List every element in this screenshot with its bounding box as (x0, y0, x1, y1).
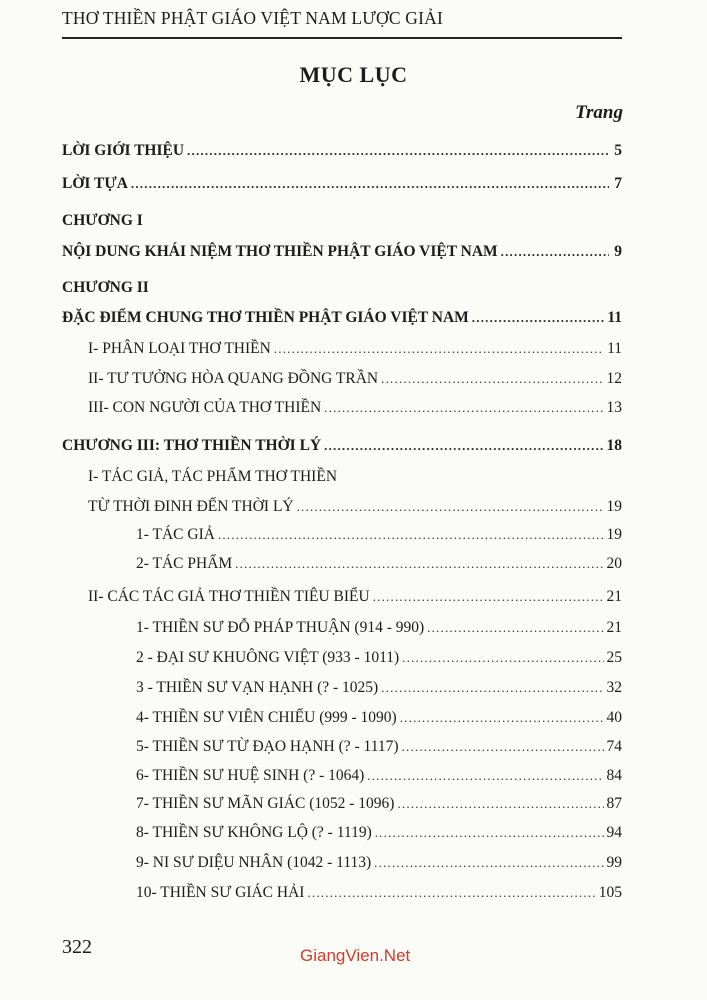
leader-dots (131, 173, 609, 195)
toc-entry-title: 5- THIỀN SƯ TỪ ĐẠO HẠNH (? - 1117) (136, 738, 399, 755)
leader-dots (402, 736, 604, 758)
leader-dots (367, 765, 603, 787)
toc-entry-page: 40 (606, 709, 622, 726)
toc-entry[interactable] (88, 368, 622, 390)
leader-dots (375, 822, 604, 844)
leader-dots (373, 586, 604, 608)
toc-entry-page: 13 (606, 399, 622, 416)
toc-entry[interactable] (62, 173, 622, 195)
toc-entry[interactable] (136, 553, 622, 575)
toc-entry[interactable] (136, 852, 622, 874)
toc-entry-title: I- PHÂN LOẠI THƠ THIỀN (88, 340, 271, 357)
toc-entry-title: LỜI GIỚI THIỆU (62, 142, 185, 159)
toc-entry-title: TỪ THỜI ĐINH ĐẾN THỜI LÝ (88, 498, 294, 515)
toc-entry-page: 12 (606, 370, 622, 387)
leader-dots (274, 338, 604, 360)
header-rule (62, 37, 622, 39)
toc-entry-title: ĐẶC ĐIỂM CHUNG THƠ THIỀN PHẬT GIÁO VIỆT NAM (62, 309, 469, 326)
toc-entry-page: 94 (606, 824, 622, 841)
toc-entry[interactable] (88, 397, 622, 419)
toc-entry-title: 1- THIỀN SƯ ĐỖ PHÁP THUẬN (914 - 990) (136, 619, 425, 636)
leader-dots (427, 617, 603, 639)
leader-dots (324, 435, 603, 457)
running-title: THƠ THIỀN PHẬT GIÁO VIỆT NAM LƯỢC GIẢI (62, 8, 444, 28)
toc-entry[interactable] (62, 140, 622, 162)
page-column-label: Trang (575, 102, 623, 123)
toc-entry-page: 5 (614, 142, 622, 159)
toc-entry-page: 18 (606, 437, 622, 454)
toc-entry-page: 99 (606, 854, 622, 871)
toc-entry[interactable] (88, 496, 622, 518)
toc-entry-page: 87 (606, 795, 622, 812)
toc-entry[interactable] (136, 647, 622, 669)
toc-entry-page: 9 (614, 243, 622, 260)
toc-entry-title: 6- THIỀN SƯ HUỆ SINH (? - 1064) (136, 767, 365, 784)
leader-dots (472, 307, 605, 329)
toc-entry-title: 10- THIỀN SƯ GIÁC HẢI (136, 884, 305, 901)
toc-entry-page: 21 (606, 619, 622, 636)
section-heading: I- TÁC GIẢ, TÁC PHẨM THƠ THIỀN (88, 468, 338, 485)
toc-entry-page: 25 (606, 649, 622, 666)
leader-dots (235, 553, 603, 575)
toc-entry-title: 9- NI SƯ DIỆU NHÂN (1042 - 1113) (136, 854, 372, 871)
chapter-heading: CHƯƠNG II (62, 279, 149, 296)
toc-entry[interactable] (136, 822, 622, 844)
toc-entry[interactable] (136, 736, 622, 758)
toc-entry-title: 8- THIỀN SƯ KHÔNG LỘ (? - 1119) (136, 824, 372, 841)
toc-entry-title: 7- THIỀN SƯ MÃN GIÁC (1052 - 1096) (136, 795, 395, 812)
toc-entry-title: 1- TÁC GIẢ (136, 526, 215, 543)
toc-entry[interactable] (88, 338, 622, 360)
leader-dots (374, 852, 603, 874)
chapter-heading: CHƯƠNG I (62, 212, 143, 229)
toc-entry-title: 4- THIỀN SƯ VIÊN CHIẾU (999 - 1090) (136, 709, 397, 726)
toc-entry-title: NỘI DUNG KHÁI NIỆM THƠ THIỀN PHẬT GIÁO VIỆT NAM (62, 243, 498, 260)
toc-entry-title: 2 - ĐẠI SƯ KHUÔNG VIỆT (933 - 1011) (136, 649, 400, 666)
leader-dots (402, 647, 603, 669)
toc-entry[interactable] (136, 765, 622, 787)
toc-entry-page: 84 (606, 767, 622, 784)
toc-entry-title: 3 - THIỀN SƯ VẠN HẠNH (? - 1025) (136, 679, 379, 696)
leader-dots (397, 793, 603, 815)
toc-entry[interactable] (62, 241, 622, 263)
toc-entry-title: II- CÁC TÁC GIẢ THƠ THIỀN TIÊU BIỂU (88, 588, 370, 605)
toc-entry-page: 7 (614, 175, 622, 192)
toc-entry-page: 74 (606, 738, 622, 755)
toc-entry-page: 11 (607, 340, 622, 357)
toc-entry-page: 21 (606, 588, 622, 605)
leader-dots (400, 707, 604, 729)
leader-dots (324, 397, 603, 419)
toc-entry-page: 32 (606, 679, 622, 696)
toc-entry[interactable] (136, 793, 622, 815)
toc-entry-page: 105 (598, 884, 622, 901)
toc-entry-page: 19 (606, 498, 622, 515)
toc-entry[interactable] (136, 617, 622, 639)
toc-entry-title: II- TƯ TƯỞNG HÒA QUANG ĐỒNG TRẦN (88, 370, 379, 387)
toc-entry-title: LỜI TỰA (62, 175, 128, 192)
toc-entry-title: 2- TÁC PHẨM (136, 555, 233, 572)
toc-entry-page: 11 (607, 309, 622, 326)
toc-entry[interactable] (62, 435, 622, 457)
toc-entry[interactable] (88, 586, 622, 608)
leader-dots (307, 882, 595, 904)
leader-dots (187, 140, 609, 162)
toc-entry-title: III- CON NGƯỜI CỦA THƠ THIỀN (88, 399, 322, 416)
toc-title: MỤC LỤC (299, 62, 408, 87)
leader-dots (218, 524, 604, 546)
toc-entry-page: 20 (606, 555, 622, 572)
leader-dots (381, 368, 603, 390)
leader-dots (501, 241, 609, 263)
toc-entry[interactable] (136, 707, 622, 729)
leader-dots (297, 496, 604, 518)
toc-entry-title: CHƯƠNG III: THƠ THIỀN THỜI LÝ (62, 437, 322, 454)
toc-entry[interactable] (136, 882, 622, 904)
toc-entry[interactable] (136, 677, 622, 699)
leader-dots (381, 677, 603, 699)
page-number: 322 (62, 936, 92, 958)
toc-entry[interactable] (136, 524, 622, 546)
toc-entry[interactable] (62, 307, 622, 329)
watermark: GiangVien.Net (300, 946, 411, 965)
toc-entry-page: 19 (606, 526, 622, 543)
